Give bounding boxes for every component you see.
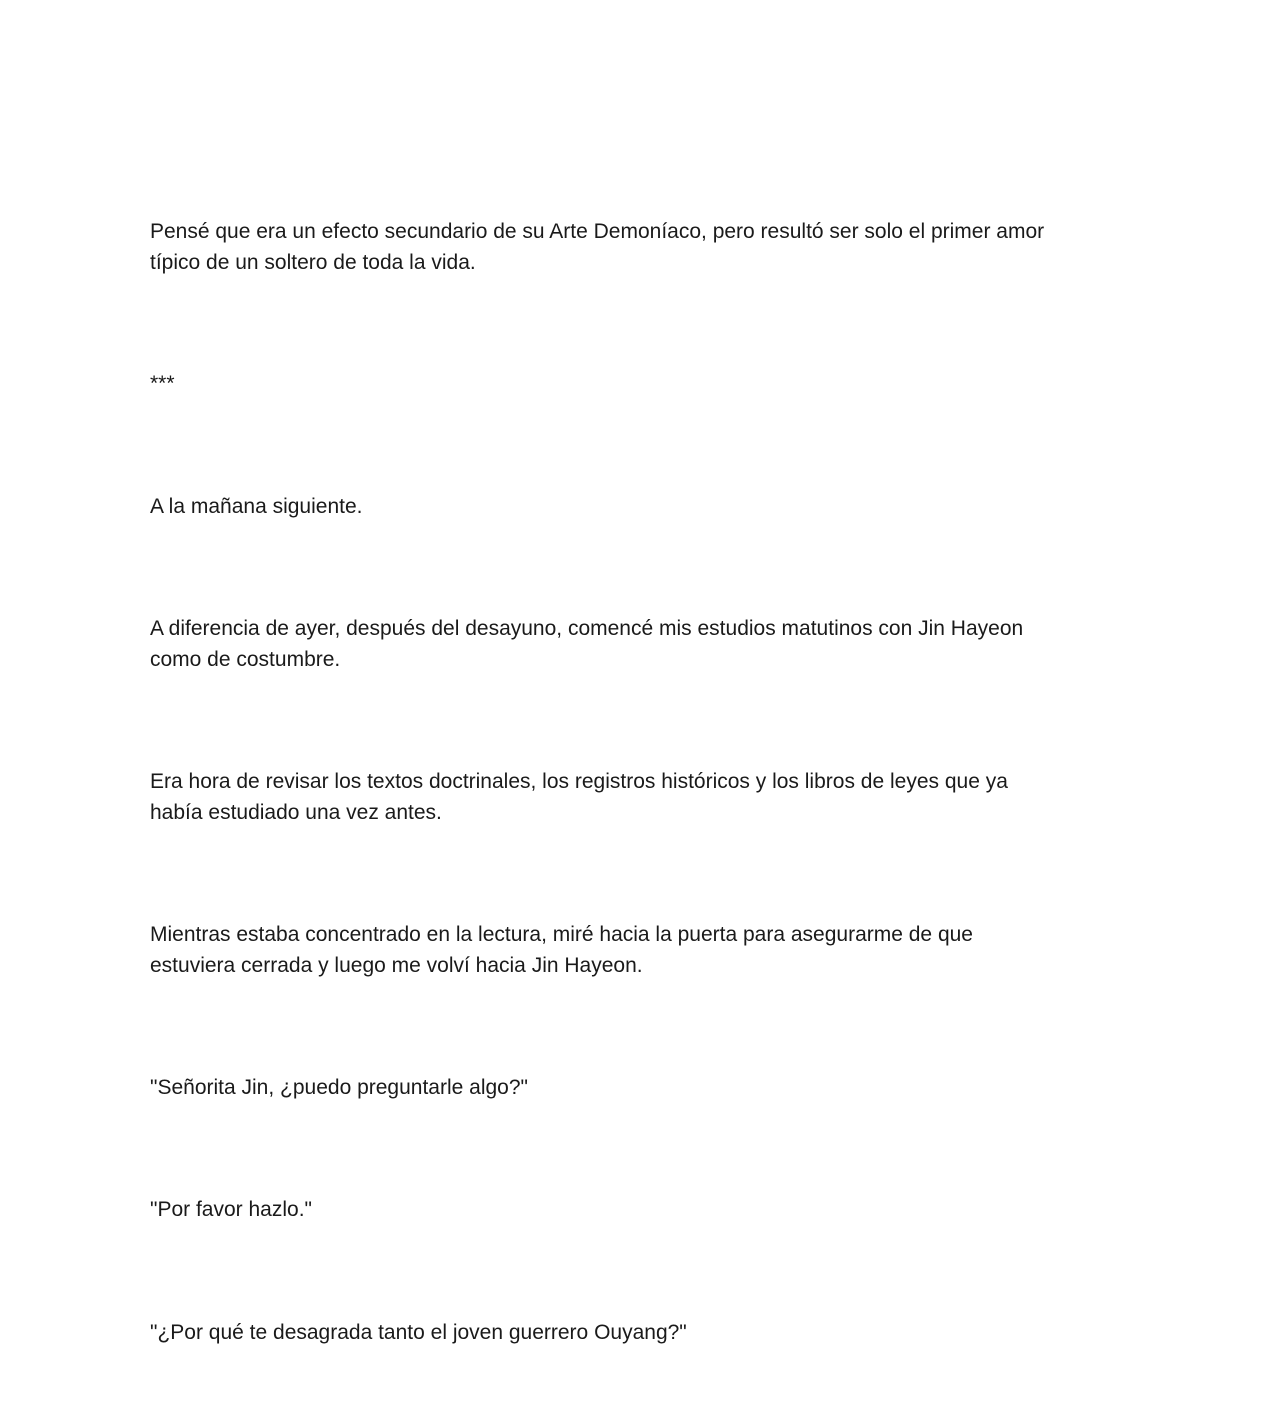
paragraph-line: A la mañana siguiente. — [150, 495, 363, 518]
paragraph-line: A diferencia de ayer, después del desayuno, comencé mis estudios matutinos con Jin Hayeon — [150, 617, 1024, 640]
paragraph-4 — [150, 613, 1140, 675]
paragraph-line: Pensé que era un efecto secundario de su Arte Demoníaco, pero resultó ser solo el primer amor — [150, 220, 1045, 243]
paragraph-line: había estudiado una vez antes. — [150, 801, 442, 824]
dialogue-3 — [150, 1317, 1140, 1348]
paragraph-line: Mientras estaba concentrado en la lectura, miré hacia la puerta para asegurarme de que — [150, 923, 973, 946]
dialogue-1 — [150, 1072, 1140, 1103]
paragraph-line: típico de un soltero de toda la vida. — [150, 251, 476, 274]
paragraph-1 — [150, 216, 1140, 278]
paragraph-line: como de costumbre. — [150, 648, 341, 671]
paragraph-6 — [150, 919, 1140, 981]
dialogue-2 — [150, 1194, 1140, 1225]
paragraph-3 — [150, 491, 1140, 522]
dialogue-line: "Por favor hazlo." — [150, 1198, 312, 1221]
dialogue-line: "¿Por qué te desagrada tanto el joven guerrero Ouyang?" — [150, 1321, 687, 1344]
paragraph-line: Era hora de revisar los textos doctrinales, los registros históricos y los libros de leyes que ya — [150, 770, 1008, 793]
paragraph-5 — [150, 766, 1140, 828]
separator-text: *** — [150, 372, 175, 395]
dialogue-line: "Señorita Jin, ¿puedo preguntarle algo?" — [150, 1076, 528, 1099]
section-separator — [150, 368, 1140, 399]
paragraph-line: estuviera cerrada y luego me volví hacia Jin Hayeon. — [150, 954, 643, 977]
